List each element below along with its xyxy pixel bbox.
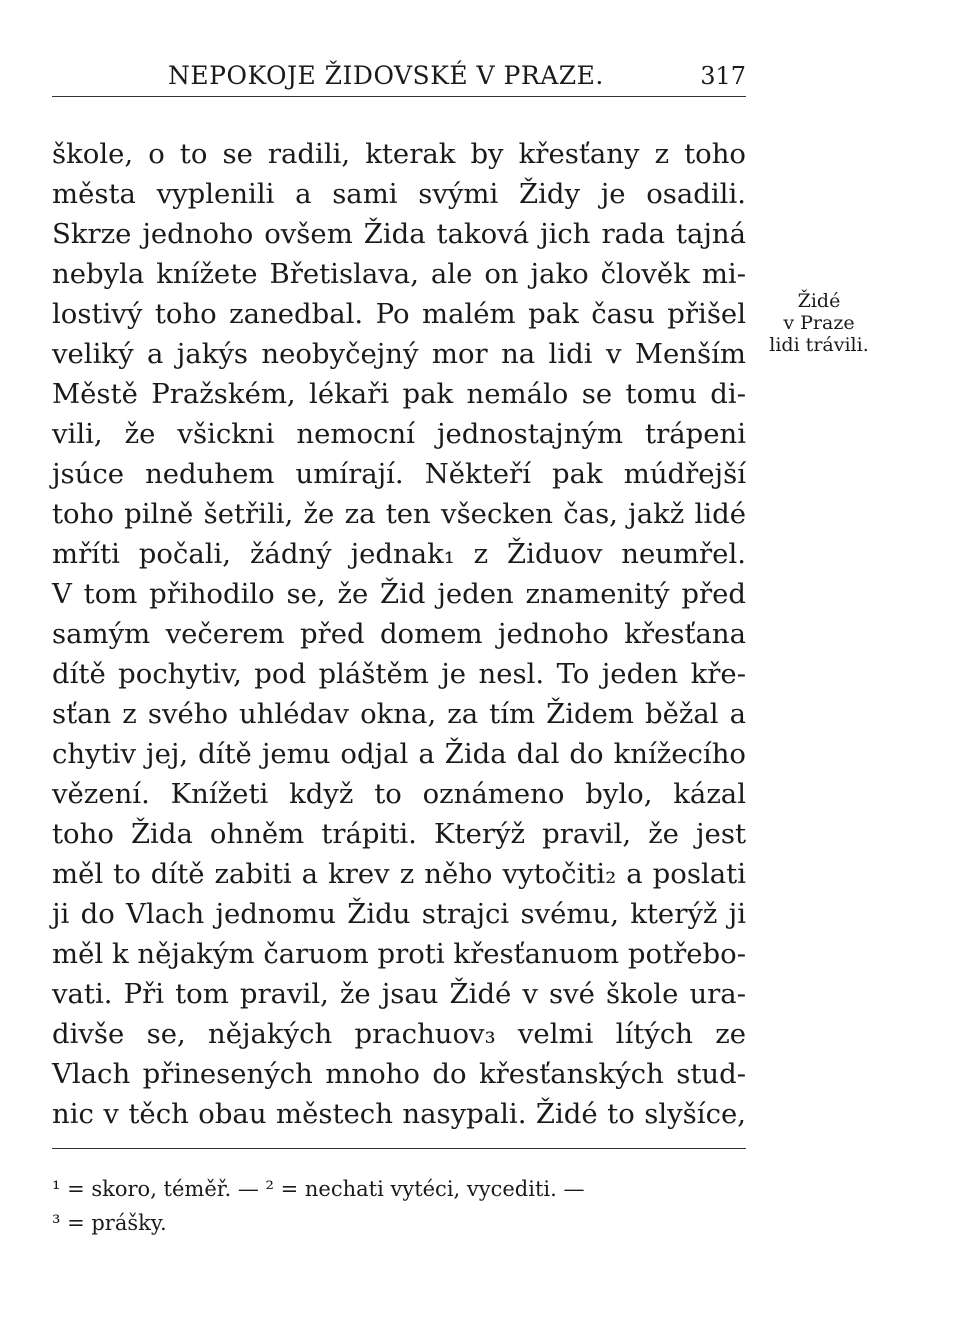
text-line: chytiv jej, dítě jemu odjal a Žida dal do knížecího <box>52 738 746 770</box>
text-line: měl to dítě zabiti a krev z něho vytočiti₂ a poslati <box>52 858 746 890</box>
text-line: vili, že všickni nemocní jednostajným trápeni <box>52 418 746 450</box>
text-line: lostivý toho zanedbal. Po malém pak času přišel <box>52 298 746 330</box>
body-text <box>52 134 746 1134</box>
text-line: sťan z svého uhlédav okna, za tím Židem běžal a <box>52 698 746 730</box>
margin-note <box>760 290 878 356</box>
margin-note-line: Židé <box>797 290 841 312</box>
footnote-rule <box>52 1148 746 1149</box>
text-line: veliký a jakýs neobyčejný mor na lidi v Menším <box>52 338 746 370</box>
text-line: Skrze jednoho ovšem Žida taková jich rada tajná <box>52 218 746 250</box>
page-number: 317 <box>700 62 746 90</box>
running-title: NEPOKOJE ŽIDOVSKÉ V PRAZE. <box>168 61 604 90</box>
margin-note-line: v Praze <box>783 312 855 334</box>
footnote-line: ¹ = skoro, téměř. — ² = nechati vytéci, vycediti. — <box>52 1177 585 1201</box>
text-line: vězení. Knížeti když to oznámeno bylo, kázal <box>52 778 746 810</box>
running-head <box>52 56 746 96</box>
text-line: jsúce neduhem umírají. Někteří pak múdřejší <box>52 458 746 490</box>
text-line: dítě pochytiv, pod pláštěm je nesl. To jeden kře- <box>52 658 746 690</box>
footnotes <box>52 1172 746 1240</box>
text-line: Městě Pražském, lékaři pak nemálo se tomu di- <box>52 378 746 410</box>
text-line: mříti počali, žádný jednak₁ z Židuov neumřel. <box>52 538 746 570</box>
text-line: měl k nějakým čaruom proti křesťanuom potřebo- <box>52 938 746 970</box>
text-line: toho pilně šetřili, že za ten všecken čas, jakž lidé <box>52 498 746 530</box>
text-line: škole, o to se radili, kterak by křesťany z toho <box>52 138 746 170</box>
margin-note-line: lidi trávili. <box>769 334 869 356</box>
text-line: ji do Vlach jednomu Židu strajci svému, kterýž ji <box>52 898 746 930</box>
text-line: města vyplenili a sami svými Židy je osadili. <box>52 178 746 210</box>
footnote-line: ³ = prášky. <box>52 1211 167 1235</box>
text-line: Vlach přinesených mnoho do křesťanských stud- <box>52 1058 746 1090</box>
text-line: divše se, nějakých prachuov₃ velmi lítých ze <box>52 1018 746 1050</box>
text-line: nebyla knížete Břetislava, ale on jako člověk mi- <box>52 258 746 290</box>
text-line: samým večerem před domem jednoho křesťana <box>52 618 746 650</box>
text-line: toho Žida ohněm trápiti. Kterýž pravil, že jest <box>52 818 746 850</box>
text-line: vati. Při tom pravil, že jsau Židé v své škole ura- <box>52 978 746 1010</box>
header-rule <box>52 96 746 97</box>
text-line: V tom přihodilo se, že Žid jeden znamenitý před <box>52 578 746 610</box>
text-line: nic v těch obau městech nasypali. Židé to slyšíce, <box>52 1098 746 1130</box>
